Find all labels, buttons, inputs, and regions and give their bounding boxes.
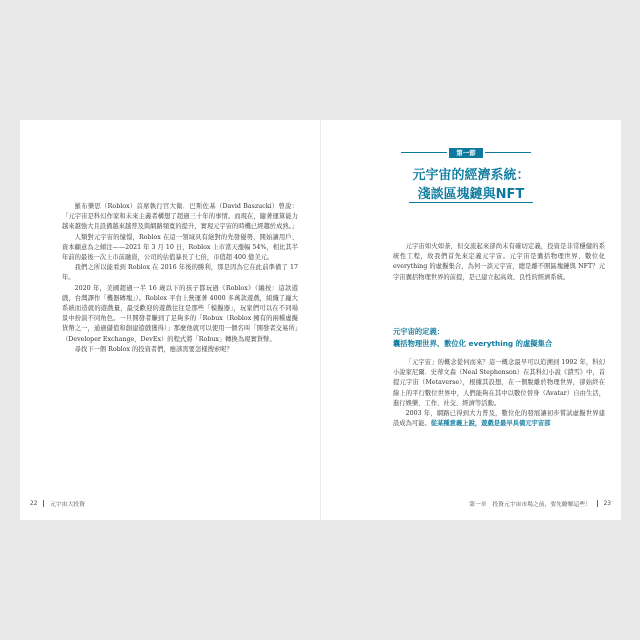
left-paragraph-1: 羅布樂思（Roblox）首席執行官大衛．巴斯佐基（David Baszucki）曾說：「元宇宙是科幻作家和未來主義者構想了超過三十年的事情。而現在，隨著運算能力越來越強大且設備越來越普及與網路頻寬的提升，實現元宇宙的時機已經趨於成熟。」 xyxy=(62,203,299,231)
sub-paragraph-2-text: 2003 年，網路已得到大力普及，數位化的發展讓初步嘗試虛擬世界建設成為可能。 xyxy=(393,410,605,428)
left-paragraph-3: 我們之所以能看到 Roblox 在 2016 年後的勝利，那是因為它在此前準備了 17 年。 xyxy=(62,264,298,282)
section-title-line-2: 淺談區塊鏈與NFT xyxy=(417,187,525,202)
left-page-footer xyxy=(30,499,85,508)
sub-paragraph-2 xyxy=(393,409,605,429)
folio-divider xyxy=(597,500,598,507)
subheading-line-1: 元宇宙的定義： xyxy=(393,327,445,336)
left-paragraph-4: 2020 年，美國超過一半 16 歲以下的孩子都玩過《Roblox》（編按：這款遊戲，台灣譯作「機器磚塊」）。Roblox 平台上營運著 4000 多萬款遊戲，組織了龐大系統而造就的遊戲量，最受歡迎的遊戲往往是那些「模擬器」，玩家們可以在不同場景中扮演不同角色。一旦開發者賺到了足夠多的「Robux（Roblox 擁有的兩種虛擬貨幣之一，通過儲值和創建遊戲獲得）」那麼他就可以使用一個名叫「開發者交易所」（Developer Exchange，DevEx）的程式將「Robux」轉換為現實貨幣。 xyxy=(62,284,298,343)
left-page xyxy=(20,120,320,520)
subheading-line-2: 囊括物理世界、數位化 everything 的虛擬集合 xyxy=(393,339,553,348)
book-title: 元宇宙大投資 xyxy=(50,502,85,508)
subheading xyxy=(393,326,605,350)
right-folio: 23 xyxy=(603,500,611,507)
subsection-body xyxy=(393,358,605,429)
intro-paragraph: 元宇宙如火如荼，但交流起來卻尚未有確切定義，投資是非常穩健的系統性工程，故我們首先來定義元宇宙。元宇宙是囊括物理世界、數位化 everything 的虛擬集合，為何一談元宇宙，總是離不開區塊鏈與 NFT？元宇宙囊括物理世界的前提，是已建立起高效、良性的經濟系統。 xyxy=(393,243,605,281)
left-page-body xyxy=(62,202,298,355)
intro-body xyxy=(393,242,605,283)
right-page-footer xyxy=(469,499,611,508)
left-paragraph-5: 尋找下一個 Roblox 的投資者們，應該需要怎樣搜索呢？ xyxy=(74,345,233,353)
title-underline xyxy=(409,202,533,203)
chapter-title: 第一章 投資元宇宙市場之前，要先瞭解這些！ xyxy=(469,502,591,508)
section-label: 第一節 xyxy=(449,148,483,158)
sub-paragraph-2-highlight: 從某種意義上說，遊戲是最早具備元宇宙部 xyxy=(430,420,551,428)
book-spread xyxy=(20,120,621,520)
folio-divider xyxy=(43,500,44,507)
sub-paragraph-1: 「元宇宙」的概念從何而來？這一概念最早可以追溯到 1992 年，科幻小說家尼爾．史蒂文森（Neal Stephenson）在其科幻小說《潰雪》中，首提元宇宙（Metaverse），根據其設想，在一個脫離於物理世界，卻始終在線上的平行數位世界中，人們能夠在其中以數位替身（Avatar）自由生活，進行娛樂、工作、社交、經濟等活動。 xyxy=(393,359,605,407)
section-title-line-1: 元宇宙的經濟系統： xyxy=(412,168,530,183)
right-page xyxy=(321,120,621,520)
left-paragraph-2: 人類對元宇宙的憧憬，Roblox 在這一領域具有絕對的先發優勢，開始讓用戶、資本顧意為之傾注——2021 年 3 月 10 日，Roblox 上市當天漲幅 54%，相比其半年前的最後一次上市前融資，公司的估值暴長了七倍，市值超 400 億美元。 xyxy=(62,233,298,262)
left-folio: 22 xyxy=(30,500,38,507)
